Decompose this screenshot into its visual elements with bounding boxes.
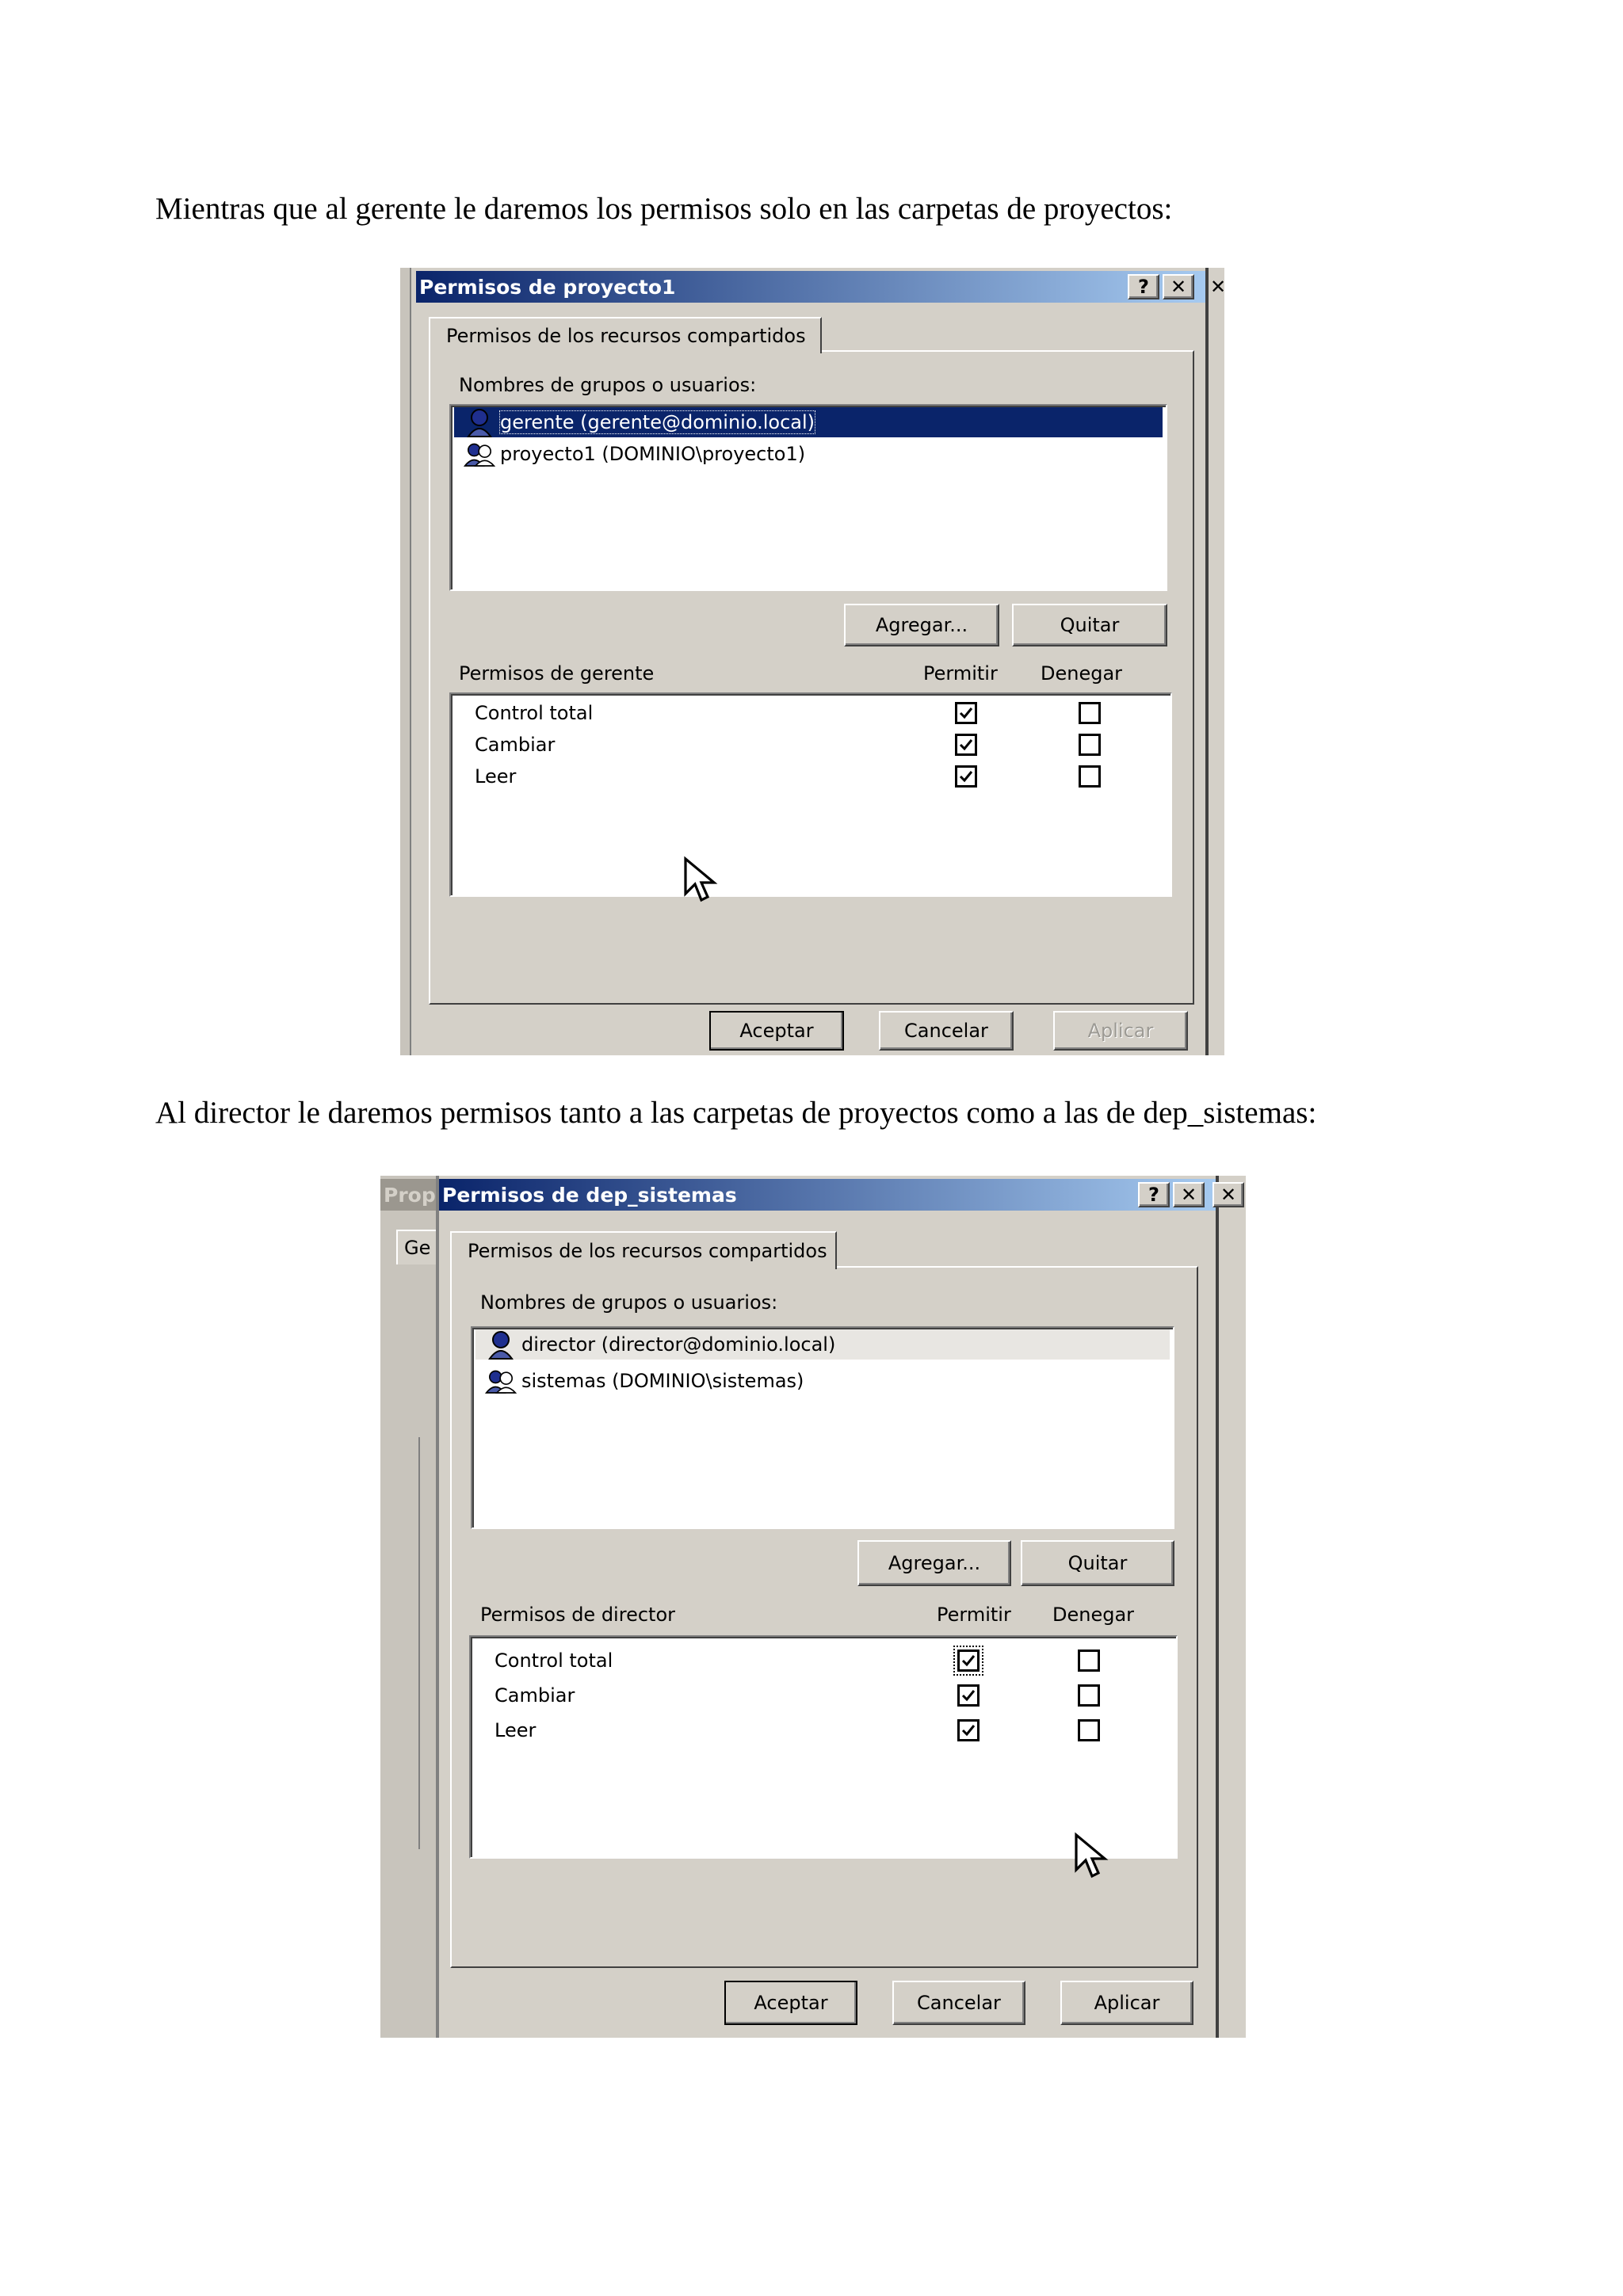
behind-close-icon: ✕	[1209, 276, 1227, 298]
permission-row-1	[475, 729, 1170, 761]
user-icon	[464, 408, 495, 437]
permission-row-0	[475, 697, 1170, 729]
remove-button[interactable]: Quitar	[1012, 604, 1167, 646]
mouse-pointer-icon	[1075, 1833, 1109, 1881]
permission-name: Cambiar	[495, 1684, 575, 1707]
group-icon	[485, 1367, 517, 1395]
users-list[interactable]	[449, 404, 1167, 591]
allow-checkbox[interactable]	[957, 1684, 980, 1707]
list-item-user-1[interactable]	[454, 439, 1163, 469]
deny-checkbox[interactable]	[1078, 1719, 1100, 1741]
deny-checkbox[interactable]	[1078, 1684, 1100, 1707]
tab-shared-permissions[interactable]	[450, 1231, 837, 1269]
background-tab: Ge	[396, 1230, 439, 1264]
deny-checkbox[interactable]	[1079, 702, 1101, 724]
allow-checkbox[interactable]	[957, 1719, 980, 1741]
user-name: gerente (gerente@dominio.local)	[500, 411, 815, 433]
remove-button[interactable]: Quitar	[1021, 1540, 1174, 1586]
close-icon: ✕	[1170, 276, 1187, 298]
mouse-pointer-icon	[684, 857, 719, 905]
deny-column-header: Denegar	[1052, 1604, 1135, 1626]
background-window	[380, 1176, 439, 2038]
permission-row-1	[495, 1680, 1176, 1711]
allow-checkbox[interactable]	[957, 1650, 980, 1672]
user-name: sistemas (DOMINIO\sistemas)	[521, 1370, 804, 1392]
title-bar[interactable]	[416, 271, 1205, 303]
background-title-bar	[380, 1179, 439, 1211]
cancel-button[interactable]: Cancelar	[879, 1011, 1014, 1051]
tab-label: Permisos de los recursos compartidos	[446, 325, 806, 347]
close-icon: ✕	[1180, 1184, 1197, 1206]
ok-button[interactable]: Aceptar	[724, 1981, 857, 2025]
permission-name: Control total	[475, 702, 594, 724]
dialog-title: Permisos de proyecto1	[419, 275, 676, 299]
background-scroll-edge	[418, 1437, 420, 1849]
background-window-divider	[436, 1176, 439, 2038]
deny-checkbox[interactable]	[1079, 765, 1101, 788]
deny-checkbox[interactable]	[1079, 734, 1101, 756]
permission-name: Leer	[475, 765, 517, 788]
close-button[interactable]	[1163, 274, 1194, 299]
allow-checkbox[interactable]	[955, 734, 977, 756]
permissions-list[interactable]	[449, 692, 1172, 897]
permissions-list[interactable]	[469, 1635, 1178, 1859]
screenshot-proyecto1	[400, 268, 1227, 1055]
allow-column-header: Permitir	[923, 662, 998, 685]
permission-name: Control total	[495, 1650, 613, 1672]
help-button[interactable]: ?	[1138, 1182, 1170, 1207]
permission-row-0	[495, 1645, 1176, 1676]
list-item-user-1[interactable]	[475, 1366, 1170, 1396]
ok-button[interactable]: Aceptar	[709, 1011, 844, 1051]
user-name: director (director@dominio.local)	[521, 1333, 836, 1356]
tab-label: Permisos de los recursos compartidos	[468, 1240, 827, 1262]
close-button[interactable]	[1173, 1182, 1205, 1207]
background-window-left-edge	[400, 268, 411, 1055]
apply-button[interactable]: Aplicar	[1060, 1981, 1193, 2025]
apply-button: Aplicar	[1053, 1011, 1188, 1051]
screenshot-dep-sistemas	[380, 1176, 1246, 2038]
group-icon	[464, 440, 495, 468]
add-button[interactable]: Agregar...	[844, 604, 999, 646]
permissions-label: Permisos de gerente	[459, 662, 655, 685]
deny-column-header: Denegar	[1041, 662, 1123, 685]
paragraph-director: Al director le daremos permisos tanto a las carpetas de proyectos como a las de dep_sistemas:	[155, 1096, 1317, 1130]
background-window-right-edge	[1216, 1176, 1219, 2038]
users-list[interactable]	[471, 1326, 1174, 1529]
user-name: proyecto1 (DOMINIO\proyecto1)	[500, 443, 806, 465]
dialog-title: Permisos de dep_sistemas	[442, 1183, 737, 1207]
background-window-right-edge	[1205, 268, 1209, 1055]
help-button[interactable]: ?	[1128, 274, 1159, 299]
permission-name: Cambiar	[475, 734, 556, 756]
allow-column-header: Permitir	[937, 1604, 1011, 1626]
permissions-label: Permisos de director	[480, 1604, 675, 1626]
behind-close-button: ✕	[1212, 1182, 1244, 1207]
background-title: Prop	[384, 1183, 436, 1207]
users-list-label: Nombres de grupos o usuarios:	[459, 374, 757, 396]
cancel-button[interactable]: Cancelar	[892, 1981, 1025, 2025]
title-bar[interactable]	[439, 1179, 1216, 1211]
permission-name: Leer	[495, 1719, 537, 1741]
add-button[interactable]: Agregar...	[857, 1540, 1011, 1586]
deny-checkbox[interactable]	[1078, 1650, 1100, 1672]
users-list-label: Nombres de grupos o usuarios:	[480, 1291, 778, 1314]
paragraph-gerente: Mientras que al gerente le daremos los permisos solo en las carpetas de proyectos:	[155, 192, 1173, 226]
user-icon	[485, 1330, 517, 1359]
permission-row-2	[495, 1714, 1176, 1746]
tab-shared-permissions[interactable]	[429, 317, 822, 353]
list-item-user-0[interactable]	[475, 1329, 1170, 1360]
list-item-user-0[interactable]	[454, 407, 1163, 437]
allow-checkbox[interactable]	[955, 702, 977, 724]
allow-checkbox[interactable]	[955, 765, 977, 788]
permission-row-2	[475, 761, 1170, 792]
